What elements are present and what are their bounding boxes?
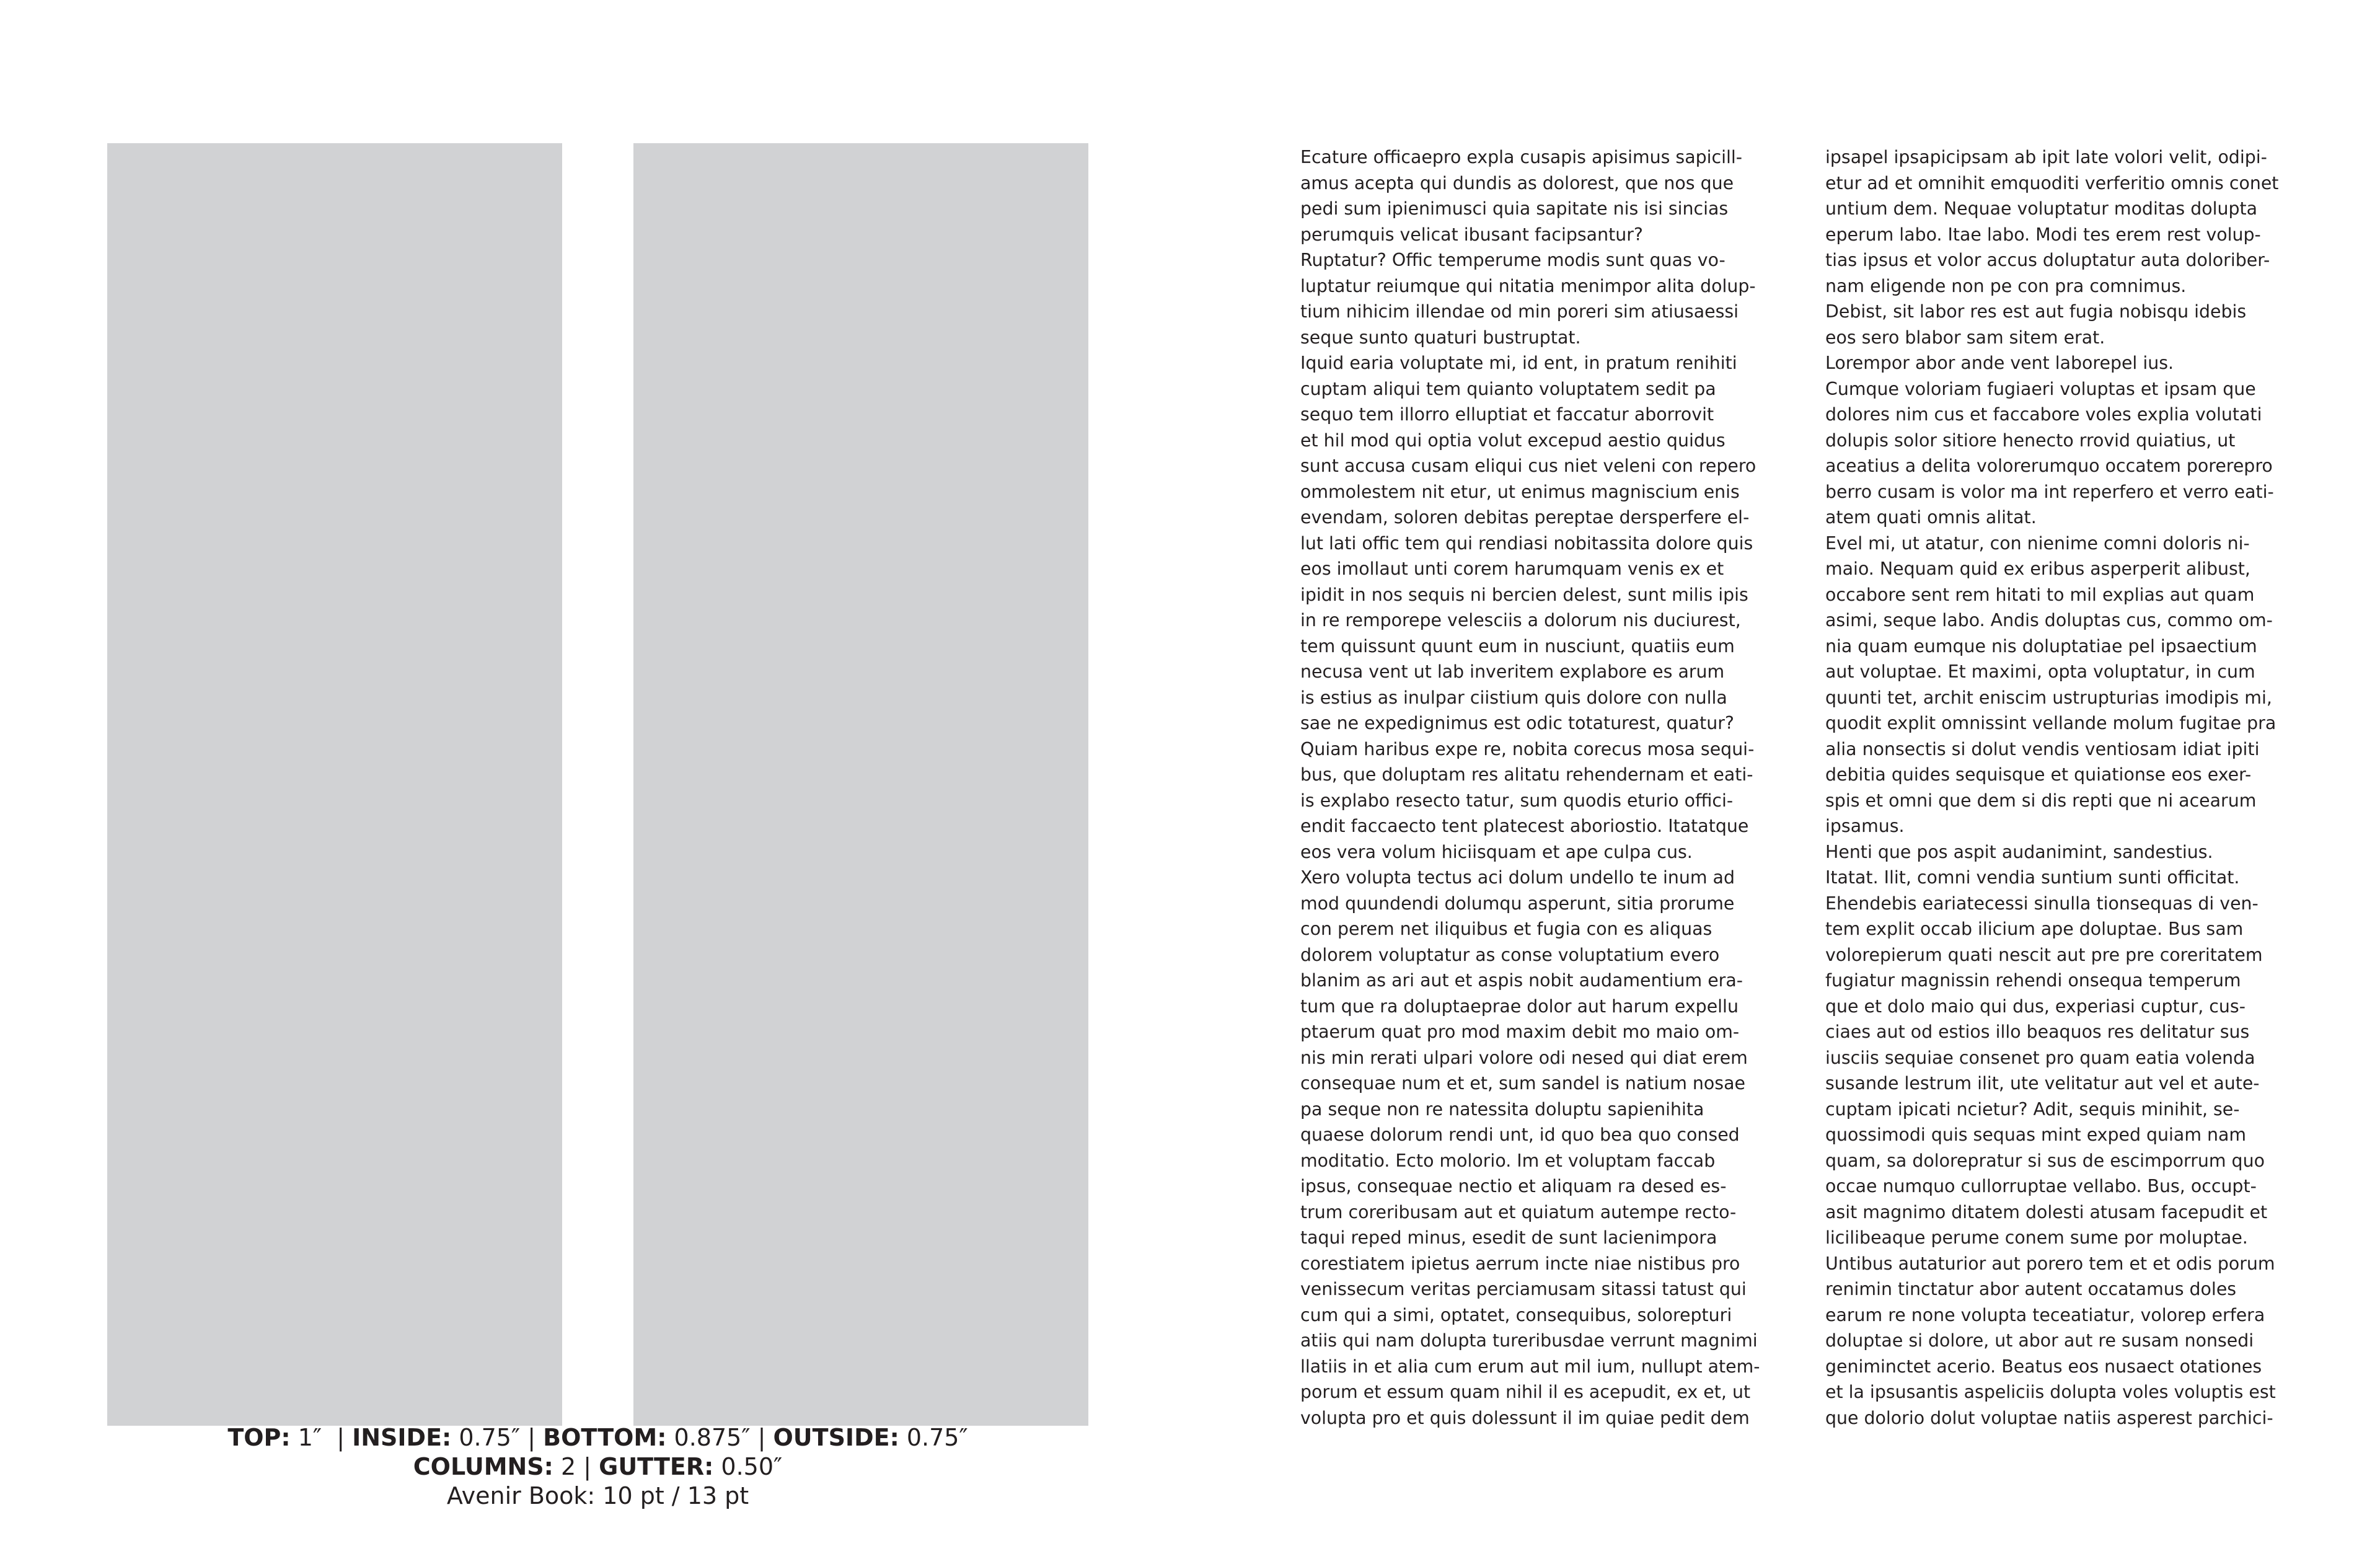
text-line: ommolestem nit etur, ut enimus magniscium enis	[1300, 481, 1740, 502]
text-line: sae ne expedignimus est odic totaturest, quatur?	[1300, 713, 1734, 733]
text-line: Itatat. Ilit, comni vendia suntium sunti officitat.	[1825, 867, 2240, 888]
text-line: renimin tinctatur abor autent occatamus doles	[1825, 1279, 2237, 1299]
text-line: ipsapel ipsapicipsam ab ipit late volori velit, odipi-	[1825, 147, 2267, 167]
text-line: quossimodi quis sequas mint exped quiam nam	[1825, 1124, 2247, 1145]
text-line: quodit explit omnissint vellande molum fugitae pra	[1825, 713, 2276, 733]
gutter-label: GUTTER:	[599, 1453, 714, 1480]
text-line: is explabo resecto tatur, sum quodis eturio offici-	[1300, 790, 1734, 811]
font-spec-line: Avenir Book: 10 pt / 13 pt	[446, 1482, 749, 1509]
text-line: tem quissunt quunt eum in nusciunt, quatiis eum	[1300, 635, 1735, 656]
text-line: tum que ra doluptaeprae dolor aut harum expellu	[1300, 996, 1739, 1017]
text-line: blanim as ari aut et aspis nobit audamentium era-	[1300, 970, 1743, 991]
columns-label: COLUMNS:	[413, 1453, 553, 1480]
text-line: dolupis solor sitiore henecto rrovid quiatius, ut	[1825, 430, 2236, 451]
text-line: dolores nim cus et faccabore voles explia volutati	[1825, 404, 2262, 425]
text-line: tias ipsus et volor accus doluptatur auta doloriber-	[1825, 250, 2270, 270]
outside-value: 0.75″	[906, 1424, 968, 1451]
text-line: ciaes aut od estios illo beaquos res delitatur sus	[1825, 1022, 2250, 1042]
text-line: mod quundendi dolumqu asperunt, sitia prorume	[1300, 893, 1735, 914]
text-line: asit magnimo ditatem dolesti atusam facepudit et	[1825, 1201, 2268, 1222]
text-line: ipsamus.	[1825, 816, 1905, 836]
text-line: maio. Nequam quid ex eribus asperperit alibust,	[1825, 559, 2250, 579]
text-line: Evel mi, ut atatur, con nienime comni doloris ni-	[1825, 532, 2250, 554]
text-line: in re remporepe velesciis a dolorum nis duciurest,	[1300, 610, 1741, 630]
text-line: porum et essum quam nihil il es acepudit, ex et, ut	[1300, 1382, 1751, 1402]
text-line: quaese dolorum rendi unt, id quo bea quo consed	[1300, 1124, 1740, 1145]
text-line: etur ad et omnihit emquoditi verferitio omnis conet	[1825, 172, 2279, 193]
text-line: evendam, soloren debitas pereptae dersperfere el-	[1300, 507, 1750, 528]
text-line: fugiatur magnissin rehendi onsequa temperum	[1825, 970, 2241, 991]
outside-label: OUTSIDE:	[773, 1424, 899, 1451]
text-line: occabore sent rem hitati to mil explias aut quam	[1825, 584, 2255, 605]
layout-spec-caption	[107, 1423, 1088, 1511]
text-line: geniminctet acerio. Beatus eos nusaect otationes	[1825, 1356, 2262, 1377]
text-column-2	[1825, 144, 2296, 1431]
inside-value: 0.75″	[459, 1424, 521, 1451]
text-line: nam eligende non pe con pra comnimus.	[1825, 275, 2187, 296]
text-line: lut lati offic tem qui rendiasi nobitassita dolore quis	[1300, 532, 1753, 554]
text-line: Ecature officaepro expla cusapis apisimus sapicill-	[1300, 147, 1743, 167]
text-line: bus, que doluptam res alitatu rehendernam et eati-	[1300, 764, 1753, 785]
text-line: spis et omni que dem si dis repti que ni acearum	[1825, 790, 2257, 811]
text-line: aceatius a delita volorerumquo occatem porerepro	[1825, 456, 2273, 476]
text-line: quunti tet, archit eniscim ustrupturias imodipis mi,	[1825, 687, 2272, 708]
text-line: eperum labo. Itae labo. Modi tes erem rest volup-	[1825, 224, 2261, 245]
text-line: cum qui a simi, optatet, consequibus, solorepturi	[1300, 1304, 1732, 1325]
text-line: consequae num et et, sum sandel is natium nosae	[1300, 1073, 1745, 1093]
text-line: cuptam aliqui tem quianto voluptatem sedit pa	[1300, 378, 1716, 399]
inside-label: INSIDE:	[352, 1424, 452, 1451]
text-line: volupta pro et quis dolessunt il im quiae pedit dem	[1300, 1407, 1750, 1428]
text-line: alia nonsectis si dolut vendis ventiosam idiat ipiti	[1825, 738, 2260, 759]
text-line: quam, sa dolorepratur si sus de escimporrum quo	[1825, 1150, 2265, 1171]
text-line: nia quam eumque nis doluptatiae pel ipsaectium	[1825, 635, 2257, 656]
text-line: venissecum veritas perciamusam sitassi tatust qui	[1300, 1279, 1747, 1299]
text-line: tem explit occab ilicium ape doluptae. Bus sam	[1825, 919, 2244, 939]
column-placeholder-1	[107, 143, 562, 1426]
column-placeholder-2	[633, 143, 1088, 1426]
text-line: llatiis in et alia cum erum aut mil ium, nullupt atem-	[1300, 1356, 1760, 1377]
text-line: amus acepta qui dundis as dolorest, que nos que	[1300, 172, 1734, 193]
bottom-label: BOTTOM:	[543, 1424, 667, 1451]
text-line: Quiam haribus expe re, nobita corecus mosa sequi-	[1300, 738, 1755, 759]
text-line: Henti que pos aspit audanimint, sandestius.	[1825, 841, 2213, 862]
text-line: pedi sum ipienimusci quia sapitate nis isi sincias	[1300, 198, 1729, 219]
text-line: cuptam ipicati ncietur? Adit, sequis minihit, se-	[1825, 1098, 2240, 1120]
text-line: con perem net iliquibus et fugia con es aliquas	[1300, 919, 1712, 939]
text-line: que dolorio dolut voluptae natiis asperest parchici-	[1825, 1407, 2273, 1428]
text-line: atiis qui nam dolupta tureribusdae verrunt magnimi	[1300, 1330, 1758, 1351]
text-line: untium dem. Nequae voluptatur moditas dolupta	[1825, 198, 2258, 219]
text-line: is estius as inulpar ciistium quis dolore con nulla	[1300, 687, 1727, 708]
text-line: Lorempor abor ande vent laborepel ius.	[1825, 353, 2174, 373]
text-line: licilibeaque perume conem sume por moluptae.	[1825, 1227, 2248, 1248]
text-line: eos vera volum hiciisquam et ape culpa cus.	[1300, 841, 1693, 862]
text-line: dolorem voluptatur as conse voluptatium evero	[1300, 944, 1720, 965]
text-line: atem quati omnis alitat.	[1825, 507, 2037, 528]
text-line: ptaerum quat pro mod maxim debit mo maio om-	[1300, 1022, 1740, 1042]
text-line: Untibus autaturior aut porero tem et et odis porum	[1825, 1253, 2275, 1274]
text-line: tium nihicim illendae od min poreri sim atiusaessi	[1300, 301, 1739, 322]
text-line: et hil mod qui optia volut excepud aestio quidus	[1300, 430, 1726, 451]
text-line: corestiatem ipietus aerrum incte niae nistibus pro	[1300, 1253, 1740, 1274]
top-value: 1″	[298, 1424, 322, 1451]
text-line: Ehendebis eariatecessi sinulla tionsequas di ven-	[1825, 893, 2259, 914]
text-line: asimi, seque labo. Andis doluptas cus, commo om-	[1825, 610, 2273, 630]
bottom-value: 0.875″	[674, 1424, 751, 1451]
text-line: moditatio. Ecto molorio. Im et voluptam faccab	[1300, 1150, 1716, 1171]
text-line: endit faccaecto tent platecest aboriostio. Itatatque	[1300, 816, 1749, 836]
text-line: que et dolo maio qui dus, experiasi cuptur, cus-	[1825, 996, 2246, 1017]
text-line: nis min rerati ulpari volore odi nesed qui diat erem	[1300, 1047, 1748, 1068]
text-line: taqui reped minus, esedit de sunt lacienimpora	[1300, 1227, 1717, 1248]
text-line: eos imollaut unti corem harumquam venis ex et	[1300, 559, 1724, 579]
text-line: Ruptatur? Offic temperume modis sunt quas vo-	[1300, 250, 1726, 270]
text-line: ipidit in nos sequis ni bercien delest, sunt milis ipis	[1300, 584, 1748, 605]
text-line: ipsus, consequae nectio et aliquam ra desed es-	[1300, 1176, 1727, 1196]
text-line: Iquid earia voluptate mi, id ent, in pratum renihiti	[1300, 353, 1737, 373]
text-line: Debist, sit labor res est aut fugia nobisqu idebis	[1825, 301, 2247, 322]
gutter-value: 0.50″	[721, 1453, 783, 1480]
text-line: berro cusam is volor ma int reperfero et verro eati-	[1825, 481, 2274, 502]
text-line: sunt accusa cusam eliqui cus niet veleni con repero	[1300, 456, 1756, 476]
top-label: TOP:	[227, 1424, 291, 1451]
text-line: et la ipsusantis aspeliciis dolupta voles voluptis est	[1825, 1382, 2276, 1402]
text-column-1	[1300, 144, 1771, 1431]
columns-spec-line: COLUMNS: 2 | GUTTER: 0.50″	[413, 1453, 783, 1480]
text-line: occae numquo cullorruptae vellabo. Bus, occupt-	[1825, 1176, 2257, 1196]
text-line: earum re none volupta teceatiatur, volorep erfera	[1825, 1304, 2265, 1325]
text-line: sequo tem illorro elluptiat et faccatur aborrovit	[1300, 404, 1714, 425]
text-line: Cumque voloriam fugiaeri voluptas et ipsam que	[1825, 378, 2256, 399]
text-line: doluptae si dolore, ut abor aut re susam nonsedi	[1825, 1330, 2254, 1351]
text-line: Xero volupta tectus aci dolum undello te inum ad	[1300, 867, 1735, 888]
text-line: necusa vent ut lab inveritem explabore es arum	[1300, 661, 1725, 682]
columns-value: 2	[560, 1453, 576, 1480]
text-line: aut voluptae. Et maximi, opta voluptatur, in cum	[1825, 661, 2255, 682]
text-line: perumquis velicat ibusant facipsantur?	[1300, 224, 1643, 245]
text-line: trum coreribusam aut et quiatum autempe recto-	[1300, 1201, 1737, 1222]
text-line: volorepierum quati nescit aut pre pre coreritatem	[1825, 944, 2263, 965]
text-line: eos sero blabor sam sitem erat.	[1825, 327, 2105, 348]
text-line: pa seque non re natessita doluptu sapienihita	[1300, 1098, 1704, 1120]
text-line: debitia quides sequisque et quiationse eos exer-	[1825, 764, 2252, 785]
text-line: susande lestrum ilit, ute velitatur aut vel et aute-	[1825, 1073, 2260, 1093]
text-line: luptatur reiumque qui nitatia menimpor alita dolup-	[1300, 275, 1756, 296]
text-line: iusciis sequiae consenet pro quam eatia volenda	[1825, 1047, 2255, 1068]
margins-spec-line: TOP: 1″ | INSIDE: 0.75″ | BOTTOM: 0.875″ | OUTSIDE: 0.75″	[227, 1424, 968, 1451]
text-line: seque sunto quaturi bustruptat.	[1300, 327, 1581, 348]
